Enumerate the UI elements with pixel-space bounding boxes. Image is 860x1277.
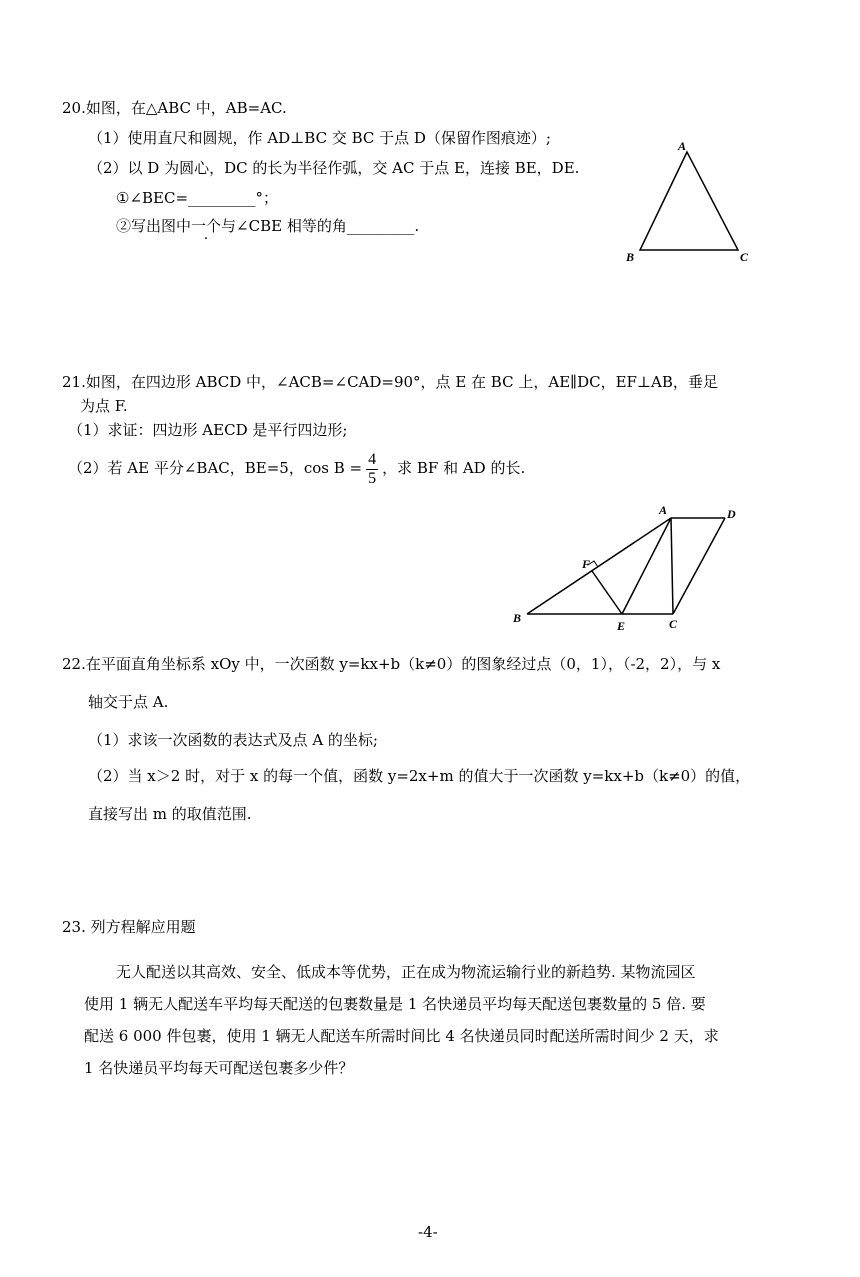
segment-ae [622, 518, 671, 614]
fraction-denominator: 5 [368, 469, 377, 487]
q20-sub2-emphasis: 一个 [191, 217, 222, 235]
label-a: A [678, 140, 687, 153]
segment-dc [673, 518, 725, 614]
q20-sub2-a: ②写出图中 [116, 217, 192, 235]
q22-heading: 22.在平面直角坐标系 xOy 中，一次函数 y=kx+b（k≠0）的图象经过点（0，1），（-2，2），与 x [62, 655, 721, 673]
triangle-abc-figure [620, 140, 760, 270]
q20-part1: （1）使用直尺和圆规，作 AD⊥BC 交 BC 于点 D（保留作图痕迹）; [88, 129, 551, 147]
q23-line3: 配送 6 000 件包裹，使用 1 辆无人配送车所需时间比 4 名快递员同时配送所需时间少 2 天，求 [84, 1027, 719, 1045]
q21-heading: 21.如图，在四边形 ABCD 中，∠ACB=∠CAD=90°，点 E 在 BC 上，AE∥DC，EF⊥AB，垂足 [62, 373, 718, 391]
q23-heading: 23. 列方程解应用题 [62, 918, 196, 936]
segment-ba [527, 518, 671, 614]
q23-line4: 1 名快递员平均每天可配送包裹多少件？ [84, 1059, 354, 1077]
fraction-numerator: 4 [368, 450, 377, 468]
q22-part2: （2）当 x＞2 时，对于 x 的每一个值，函数 y=2x+m 的值大于一次函数 y=kx+b（k≠0）的值， [88, 767, 751, 785]
label-a: A [659, 503, 668, 517]
segment-ac [671, 518, 673, 614]
label-c: C [740, 250, 749, 264]
q20-heading: 20.如图，在△ABC 中，AB=AC. [62, 99, 287, 117]
label-b: B [626, 250, 635, 264]
q21-heading-cont: 为点 F. [80, 397, 128, 415]
q21-part2-b: ，求 BF 和 AD 的长. [382, 459, 526, 477]
q21-part2-a: （2）若 AE 平分∠BAC，BE=5，cos B = [68, 459, 363, 477]
page-number: -4- [418, 1223, 438, 1241]
label-b: B [513, 611, 522, 625]
quadrilateral-figure [505, 498, 765, 638]
q23-line2: 使用 1 辆无人配送车平均每天配送的包裹数量是 1 名快递员平均每天配送包裹数量的 5 倍. 要 [84, 995, 706, 1013]
q20-part2: （2）以 D 为圆心，DC 的长为半径作弧，交 AC 于点 E，连接 BE，DE. [88, 159, 580, 177]
label-e: E [617, 619, 626, 633]
q20-sub2 [116, 216, 419, 236]
label-c: C [669, 617, 678, 631]
q20-sub1: ①∠BEC=_________°； [116, 189, 279, 207]
q22-heading-cont: 轴交于点 A. [88, 693, 169, 711]
q23-line1: 无人配送以其高效、安全、低成本等优势，正在成为物流运输行业的新趋势. 某物流园区 [116, 963, 696, 981]
triangle-abc [640, 152, 738, 250]
q21-part1: （1）求证：四边形 AECD 是平行四边形; [68, 421, 348, 439]
fraction-four-fifths [366, 451, 378, 488]
q22-part2-cont: 直接写出 m 的取值范围. [88, 805, 252, 823]
q21-part2 [68, 448, 525, 488]
segment-ef [592, 571, 622, 614]
q22-part1: （1）求该一次函数的表达式及点 A 的坐标; [88, 731, 378, 749]
label-f: F [582, 557, 591, 571]
q20-sub2-b: 与∠CBE 相等的角_________. [221, 217, 420, 235]
label-d: D [727, 507, 736, 521]
